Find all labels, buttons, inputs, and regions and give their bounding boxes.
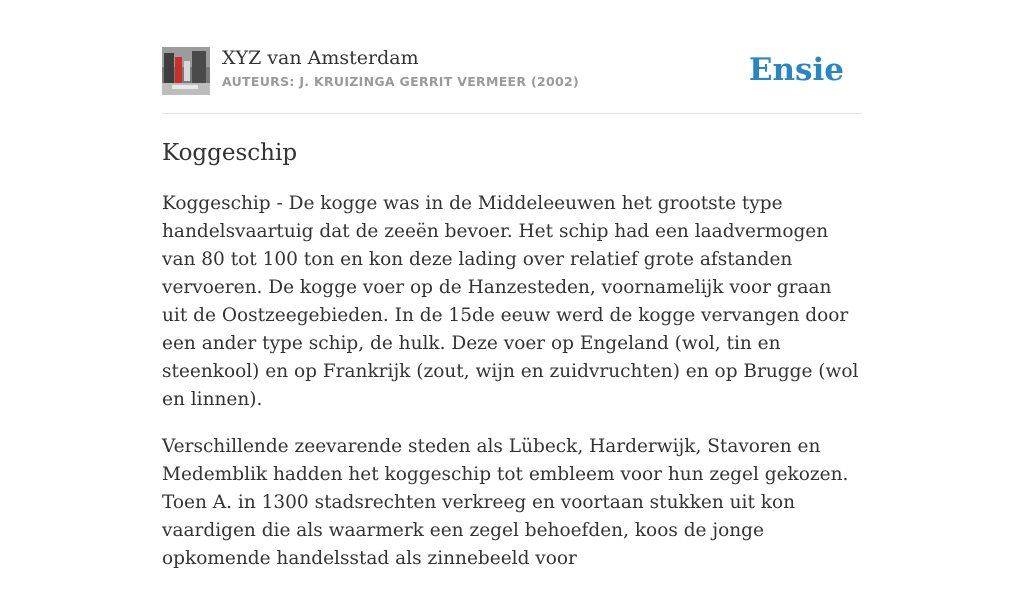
article-body	[162, 190, 862, 592]
book-title[interactable]: XYZ van Amsterdam	[222, 47, 419, 69]
authors-line: AUTEURS: J. KRUIZINGA GERRIT VERMEER (2002)	[222, 74, 579, 89]
header-divider	[162, 113, 862, 114]
article-paragraph: Koggeschip - De kogge was in de Middeleeuwen het grootste type handelsvaartuig dat de zeeën bevoer. Het schip had een laadvermogen van 80 tot 100 ton en kon deze lading over relatief grote afstanden vervoeren. De kogge voer op de Hanzesteden, voornamelijk voor graan uit de Oostzeegebieden. In de 15de eeuw werd de kogge vervangen door een ander type schip, de hulk. Deze voer op Engeland (wol, tin en steenkool) en op Frankrijk (zout, wijn en zuidvruchten) en op Brugge (wol en linnen).	[162, 193, 859, 410]
article-title: Koggeschip	[162, 140, 298, 166]
header	[162, 46, 862, 96]
book-cover-avatar[interactable]	[162, 47, 210, 95]
ensie-logo[interactable]: Ensie	[748, 52, 844, 88]
article-paragraph: Verschillende zeevarende steden als Lübeck, Harderwijk, Stavoren en Medemblik hadden het koggeschip tot embleem voor hun zegel gekozen. Toen A. in 1300 stadsrechten verkreeg en voortaan stukken uit kon vaardigen die als waarmerk een zegel behoefden, koos de jonge opkomende handelsstad als zinnebeeld voor	[162, 436, 849, 569]
book-cover-image	[162, 47, 210, 95]
